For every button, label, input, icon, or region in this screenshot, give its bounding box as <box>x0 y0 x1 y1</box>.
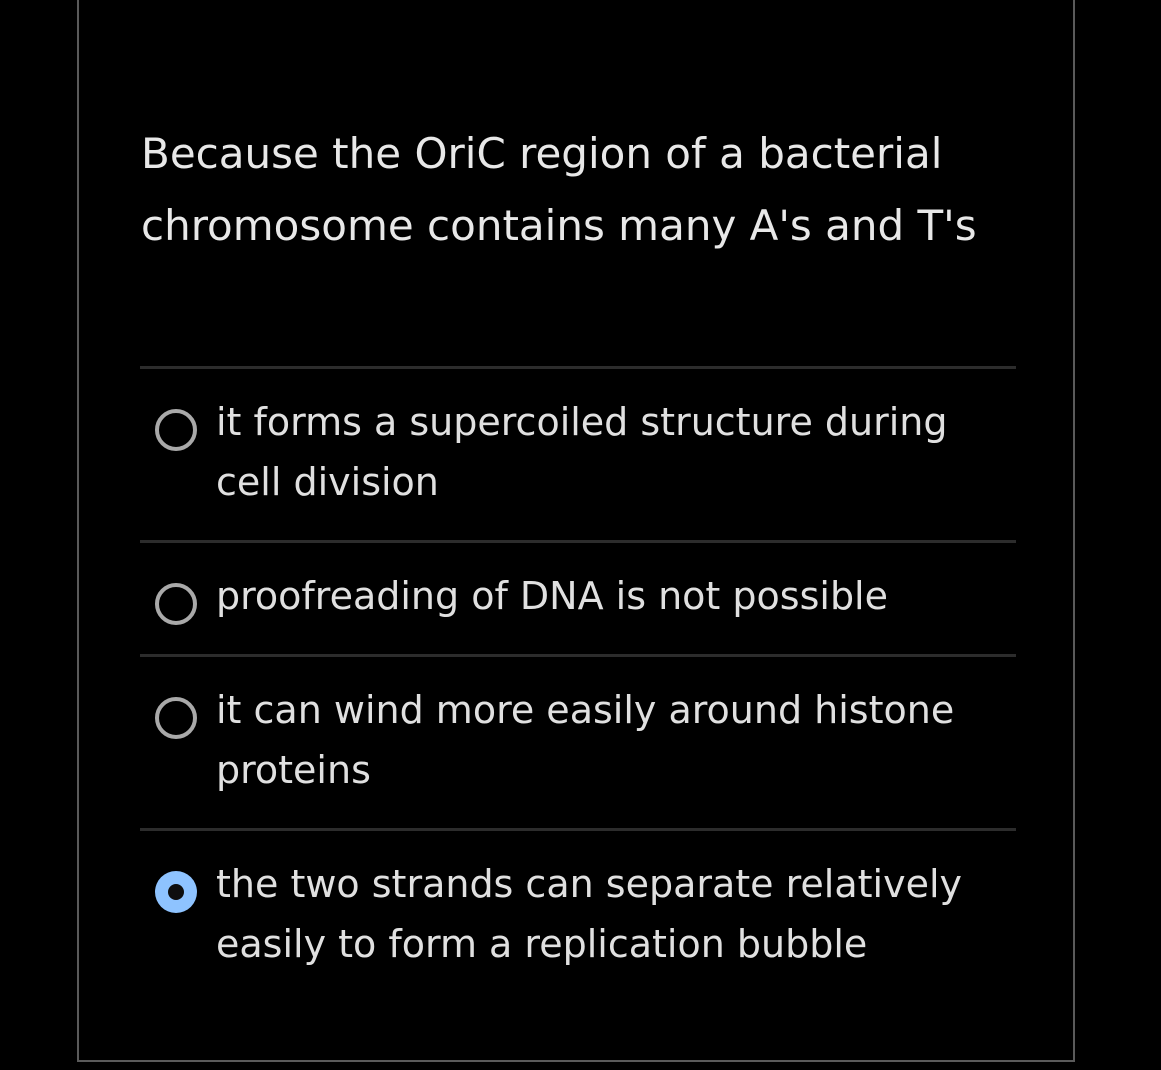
answer-label-3: it can wind more easily around histone proteins <box>216 688 955 792</box>
answer-option-3[interactable] <box>140 657 1016 828</box>
answer-option-1[interactable] <box>140 369 1016 540</box>
answer-label-2: proofreading of DNA is not possible <box>216 574 888 618</box>
answer-list <box>140 366 1016 1031</box>
answer-label-1: it forms a supercoiled structure during cell division <box>216 400 948 504</box>
answer-option-2[interactable] <box>140 543 1016 654</box>
radio-unselected-icon[interactable] <box>155 409 197 451</box>
question-text: Because the OriC region of a bacterial chromosome contains many A's and T's <box>141 129 977 250</box>
radio-unselected-icon[interactable] <box>155 583 197 625</box>
radio-selected-icon[interactable] <box>155 871 197 913</box>
answer-label-4: the two strands can separate relatively easily to form a replication bubble <box>216 862 963 966</box>
radio-unselected-icon[interactable] <box>155 697 197 739</box>
answer-option-4[interactable] <box>140 831 1016 1031</box>
